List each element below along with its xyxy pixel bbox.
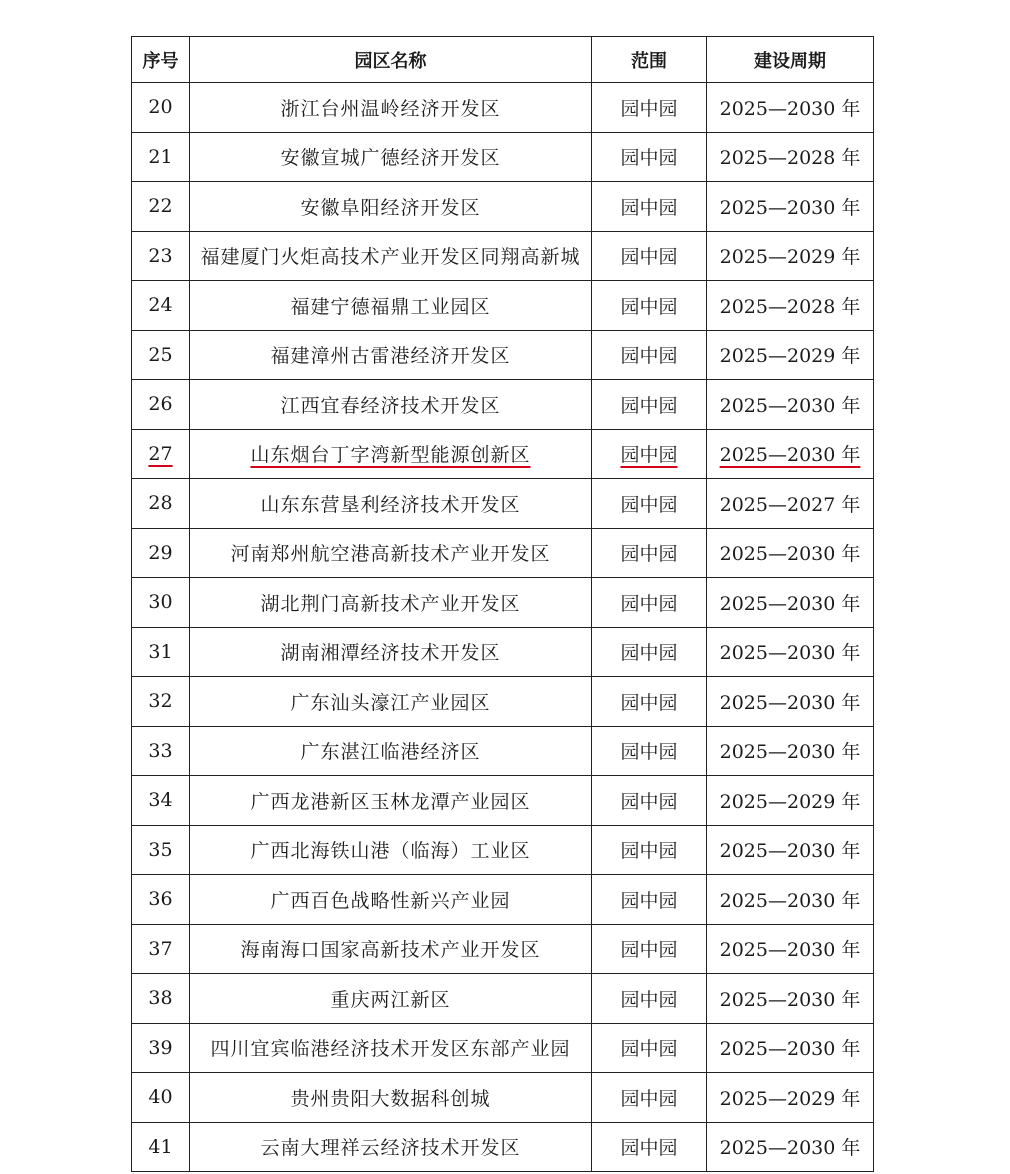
cell-scope-text: 园中园 — [620, 295, 678, 318]
cell-scope — [592, 1073, 707, 1123]
cell-index-text: 22 — [148, 195, 173, 218]
cell-build-period-text: 2025—2027 年 — [719, 493, 861, 516]
cell-park-name-text: 湖北荆门高新技术产业开发区 — [260, 592, 521, 615]
cell-index-text: 30 — [148, 591, 173, 614]
cell-scope-text: 园中园 — [620, 741, 678, 764]
cell-park-name — [190, 182, 592, 232]
cell-build-period-text: 2025—2029 年 — [719, 246, 861, 269]
cell-scope-text: 园中园 — [620, 592, 678, 615]
cell-scope — [592, 875, 707, 925]
header-scope: 范围 — [592, 37, 707, 83]
cell-scope-text: 园中园 — [620, 889, 678, 912]
cell-park-name-text: 云南大理祥云经济技术开发区 — [260, 1137, 521, 1160]
cell-build-period — [707, 578, 874, 628]
cell-index-text: 28 — [148, 492, 173, 515]
cell-scope-text: 园中园 — [620, 394, 678, 417]
cell-park-name-text: 山东东营垦利经济技术开发区 — [260, 493, 521, 516]
cell-build-period-text: 2025—2030 年 — [719, 988, 861, 1011]
cell-park-name-text: 湖南湘潭经济技术开发区 — [280, 642, 501, 665]
cell-build-period-text: 2025—2029 年 — [719, 790, 861, 813]
cell-park-name — [190, 281, 592, 331]
table-row — [132, 132, 874, 182]
cell-build-period — [707, 726, 874, 776]
cell-park-name-text: 广东汕头濠江产业园区 — [290, 691, 491, 714]
cell-build-period-text: 2025—2030 年 — [719, 1137, 861, 1160]
table-row — [132, 776, 874, 826]
cell-index-text: 24 — [148, 294, 173, 317]
table-row — [132, 83, 874, 133]
cell-park-name — [190, 231, 592, 281]
table-row — [132, 1023, 874, 1073]
cell-park-name — [190, 875, 592, 925]
cell-index-text: 27 — [148, 442, 173, 465]
cell-park-name — [190, 132, 592, 182]
cell-scope-text: 园中园 — [620, 790, 678, 813]
cell-park-name — [190, 1023, 592, 1073]
cell-scope-text: 园中园 — [620, 246, 678, 269]
cell-build-period — [707, 479, 874, 529]
cell-index — [132, 1122, 190, 1172]
cell-build-period — [707, 1023, 874, 1073]
cell-build-period — [707, 528, 874, 578]
cell-index — [132, 726, 190, 776]
cell-park-name-text: 广东湛江临港经济区 — [300, 741, 481, 764]
cell-build-period-text: 2025—2030 年 — [719, 840, 861, 863]
cell-index-text: 20 — [148, 96, 173, 119]
cell-index — [132, 627, 190, 677]
cell-index — [132, 776, 190, 826]
cell-build-period-text: 2025—2030 年 — [719, 196, 861, 219]
cell-scope-text: 园中园 — [620, 1087, 678, 1110]
cell-park-name — [190, 677, 592, 727]
table-row — [132, 677, 874, 727]
cell-park-name-text: 浙江台州温岭经济开发区 — [280, 97, 501, 120]
cell-scope — [592, 83, 707, 133]
cell-build-period-text: 2025—2030 年 — [719, 642, 861, 665]
cell-index-text: 34 — [148, 789, 173, 812]
table-row — [132, 281, 874, 331]
cell-park-name — [190, 479, 592, 529]
cell-scope-text: 园中园 — [620, 939, 678, 962]
cell-index — [132, 231, 190, 281]
cell-scope — [592, 776, 707, 826]
cell-park-name — [190, 776, 592, 826]
cell-scope-text: 园中园 — [620, 642, 678, 665]
cell-build-period-text: 2025—2030 年 — [719, 1038, 861, 1061]
cell-scope-text: 园中园 — [620, 1038, 678, 1061]
cell-park-name — [190, 627, 592, 677]
cell-index-text: 35 — [148, 838, 173, 861]
table-row — [132, 429, 874, 479]
cell-build-period — [707, 974, 874, 1024]
cell-index-text: 25 — [148, 343, 173, 366]
cell-scope-text: 园中园 — [620, 543, 678, 566]
cell-build-period-text: 2025—2030 年 — [719, 939, 861, 962]
cell-park-name-text: 安徽宣城广德经济开发区 — [280, 147, 501, 170]
cell-scope — [592, 1122, 707, 1172]
cell-build-period-text: 2025—2030 年 — [719, 97, 861, 120]
cell-build-period — [707, 429, 874, 479]
cell-index-text: 29 — [148, 541, 173, 564]
table-row — [132, 231, 874, 281]
cell-build-period-text: 2025—2030 年 — [719, 741, 861, 764]
table-row — [132, 726, 874, 776]
cell-park-name — [190, 974, 592, 1024]
cell-scope — [592, 132, 707, 182]
table-row — [132, 875, 874, 925]
cell-park-name — [190, 924, 592, 974]
cell-index — [132, 132, 190, 182]
cell-build-period — [707, 1073, 874, 1123]
cell-index-text: 23 — [148, 244, 173, 267]
cell-park-name-text: 四川宜宾临港经济技术开发区东部产业园 — [210, 1038, 571, 1061]
header-index: 序号 — [132, 37, 190, 83]
cell-build-period — [707, 924, 874, 974]
cell-index-text: 21 — [148, 145, 173, 168]
cell-build-period-text: 2025—2030 年 — [719, 592, 861, 615]
table-row — [132, 825, 874, 875]
cell-scope — [592, 578, 707, 628]
cell-scope-text: 园中园 — [620, 691, 678, 714]
cell-scope — [592, 924, 707, 974]
cell-park-name — [190, 528, 592, 578]
cell-park-name-text: 贵州贵阳大数据科创城 — [290, 1087, 491, 1110]
cell-scope — [592, 429, 707, 479]
cell-index — [132, 429, 190, 479]
cell-index-text: 36 — [148, 888, 173, 911]
cell-scope — [592, 825, 707, 875]
table-row — [132, 380, 874, 430]
cell-scope — [592, 479, 707, 529]
cell-build-period — [707, 231, 874, 281]
cell-index — [132, 974, 190, 1024]
cell-build-period-text: 2025—2028 年 — [719, 147, 861, 170]
cell-build-period-text: 2025—2030 年 — [719, 394, 861, 417]
cell-index-text: 38 — [148, 987, 173, 1010]
cell-scope — [592, 231, 707, 281]
cell-index — [132, 528, 190, 578]
cell-index-text: 37 — [148, 937, 173, 960]
cell-park-name-text: 江西宜春经济技术开发区 — [280, 394, 501, 417]
table-row — [132, 1073, 874, 1123]
cell-index — [132, 1023, 190, 1073]
cell-index-text: 32 — [148, 690, 173, 713]
cell-scope — [592, 726, 707, 776]
cell-park-name-text: 广西北海铁山港（临海）工业区 — [250, 840, 531, 863]
cell-build-period-text: 2025—2030 年 — [719, 691, 861, 714]
cell-build-period-text: 2025—2029 年 — [719, 345, 861, 368]
cell-build-period-text: 2025—2030 年 — [719, 889, 861, 912]
cell-index — [132, 380, 190, 430]
cell-park-name — [190, 1073, 592, 1123]
table-row — [132, 1122, 874, 1172]
cell-scope-text: 园中园 — [620, 840, 678, 863]
cell-build-period — [707, 875, 874, 925]
cell-index — [132, 182, 190, 232]
table-row — [132, 330, 874, 380]
cell-park-name — [190, 330, 592, 380]
cell-park-name-text: 山东烟台丁字湾新型能源创新区 — [250, 444, 531, 467]
cell-build-period — [707, 677, 874, 727]
table-row — [132, 182, 874, 232]
cell-build-period-text: 2025—2030 年 — [719, 543, 861, 566]
table-row — [132, 528, 874, 578]
cell-index — [132, 924, 190, 974]
cell-build-period — [707, 627, 874, 677]
table-row — [132, 627, 874, 677]
cell-scope-text: 园中园 — [620, 196, 678, 219]
cell-park-name — [190, 429, 592, 479]
cell-index-text: 41 — [148, 1135, 173, 1158]
cell-build-period — [707, 330, 874, 380]
cell-scope-text: 园中园 — [620, 988, 678, 1011]
cell-index — [132, 1073, 190, 1123]
cell-scope — [592, 330, 707, 380]
cell-park-name-text: 福建漳州古雷港经济开发区 — [270, 345, 511, 368]
cell-park-name — [190, 726, 592, 776]
cell-index — [132, 83, 190, 133]
table-row — [132, 924, 874, 974]
cell-scope — [592, 677, 707, 727]
cell-index — [132, 479, 190, 529]
cell-scope — [592, 528, 707, 578]
cell-scope-text: 园中园 — [620, 1137, 678, 1160]
cell-scope-text: 园中园 — [620, 147, 678, 170]
cell-index — [132, 578, 190, 628]
cell-build-period — [707, 182, 874, 232]
cell-park-name — [190, 1122, 592, 1172]
cell-park-name-text: 广西龙港新区玉林龙潭产业园区 — [250, 790, 531, 813]
cell-park-name-text: 福建厦门火炬高技术产业开发区同翔高新城 — [200, 246, 581, 269]
cell-park-name — [190, 578, 592, 628]
cell-park-name-text: 福建宁德福鼎工业园区 — [290, 295, 491, 318]
cell-build-period — [707, 83, 874, 133]
cell-scope-text: 园中园 — [620, 345, 678, 368]
cell-index — [132, 330, 190, 380]
cell-index — [132, 875, 190, 925]
cell-build-period — [707, 281, 874, 331]
cell-index — [132, 677, 190, 727]
cell-build-period — [707, 1122, 874, 1172]
cell-park-name-text: 广西百色战略性新兴产业园 — [270, 889, 511, 912]
table-body — [132, 83, 874, 1172]
cell-index-text: 39 — [148, 1036, 173, 1059]
cell-build-period — [707, 132, 874, 182]
cell-index-text: 40 — [148, 1086, 173, 1109]
cell-park-name-text: 海南海口国家高新技术产业开发区 — [240, 939, 541, 962]
cell-build-period — [707, 825, 874, 875]
park-list-table — [131, 36, 874, 1172]
cell-park-name — [190, 825, 592, 875]
header-build-period: 建设周期 — [707, 37, 874, 83]
cell-scope — [592, 974, 707, 1024]
cell-park-name — [190, 380, 592, 430]
cell-index — [132, 281, 190, 331]
cell-scope — [592, 627, 707, 677]
cell-scope-text: 园中园 — [620, 493, 678, 516]
table-header-row — [132, 37, 874, 83]
cell-park-name — [190, 83, 592, 133]
cell-park-name-text: 重庆两江新区 — [330, 988, 451, 1011]
cell-index-text: 31 — [148, 640, 173, 663]
header-park-name: 园区名称 — [190, 37, 592, 83]
cell-build-period-text: 2025—2030 年 — [719, 444, 861, 467]
cell-park-name-text: 安徽阜阳经济开发区 — [300, 196, 481, 219]
cell-build-period-text: 2025—2029 年 — [719, 1087, 861, 1110]
cell-scope-text: 园中园 — [620, 444, 678, 467]
cell-build-period — [707, 380, 874, 430]
cell-scope — [592, 182, 707, 232]
cell-scope-text: 园中园 — [620, 97, 678, 120]
cell-scope — [592, 281, 707, 331]
table-row — [132, 974, 874, 1024]
cell-scope — [592, 380, 707, 430]
table-row — [132, 578, 874, 628]
cell-index-text: 26 — [148, 393, 173, 416]
cell-build-period — [707, 776, 874, 826]
cell-park-name-text: 河南郑州航空港高新技术产业开发区 — [230, 543, 551, 566]
cell-index — [132, 825, 190, 875]
cell-scope — [592, 1023, 707, 1073]
cell-build-period-text: 2025—2028 年 — [719, 295, 861, 318]
cell-index-text: 33 — [148, 739, 173, 762]
table-row — [132, 479, 874, 529]
